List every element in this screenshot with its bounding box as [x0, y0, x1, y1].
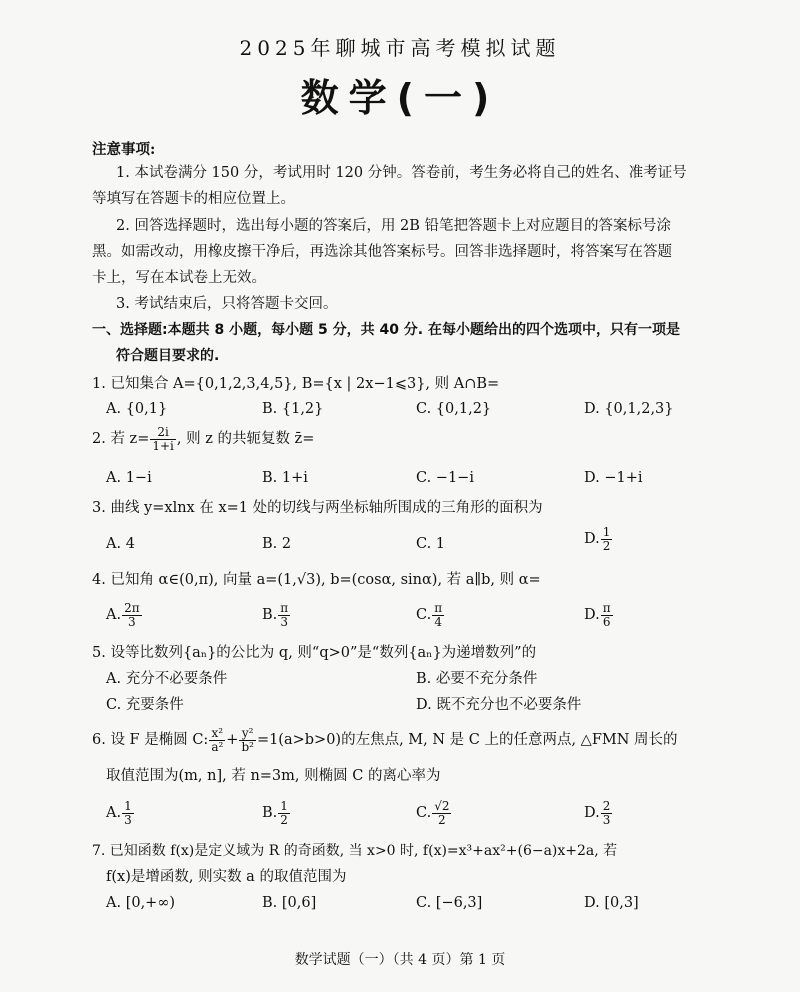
q4-a-den: 3: [128, 614, 136, 629]
notice-item-2-cont: 黑。如需改动，用橡皮擦干净后，再选涂其他答案标号。回答非选择题时，将答案写在答题: [92, 244, 672, 260]
q6-f2-num: y²: [239, 727, 256, 741]
q5-option-a: A. 充分不必要条件: [106, 671, 228, 687]
q3-option-d-label: D.: [584, 531, 600, 548]
q6-f2-den: b²: [241, 739, 254, 754]
q6-option-b: [262, 800, 291, 826]
q6-stem-pre: 6. 设 F 是椭圆 C:: [92, 732, 209, 749]
q7-option-d: D. [0,3]: [584, 895, 639, 911]
exam-title: 2025年聊城市高考模拟试题: [239, 36, 561, 60]
q4-option-d-label: D.: [584, 607, 600, 624]
q2-frac-num: 2i: [150, 426, 176, 440]
q3-d-den: 2: [602, 538, 611, 553]
q6-option-a: [106, 800, 135, 826]
notice-item-2: 2. 回答选择题时，选出每小题的答案后，用 2B 铅笔把答题卡上对应题目的答案标号涂: [116, 218, 672, 234]
q6-f1-den: a²: [211, 739, 224, 754]
q2-option-d: D. −1+i: [584, 470, 643, 486]
q7-option-a: A. [0,+∞): [106, 895, 176, 911]
q4-c-den: 4: [434, 614, 442, 629]
q4-option-c-label: C.: [416, 607, 432, 624]
q2-option-c: C. −1−i: [416, 470, 474, 486]
q6-c-fraction: [432, 800, 451, 826]
q7-option-c: C. [−6,3]: [416, 895, 483, 911]
notice-heading: 注意事项:: [92, 141, 156, 158]
q4-option-b-label: B.: [262, 607, 278, 624]
notice-item-1: 1. 本试卷满分 150 分，考试用时 120 分钟。答卷前，考生务必将自己的姓名、准考证号: [116, 165, 687, 181]
question-4-stem: 4. 已知角 α∈(0,π), 向量 a=(1,√3), b=(cosα, sinα), 若 a∥b, 则 α=: [92, 572, 541, 588]
q4-option-a-label: A.: [106, 607, 122, 624]
notice-item-1-cont: 等填写在答题卡的相应位置上。: [92, 191, 295, 207]
q2-stem-post: , 则 z 的共轭复数 z̄=: [176, 431, 315, 448]
q4-option-a: [106, 602, 143, 628]
q6-option-c: [416, 800, 452, 826]
notice-item-2-cont2: 卡上，写在本试卷上无效。: [92, 270, 266, 286]
q3-d-num: 1: [602, 525, 611, 539]
page-footer: 数学试题（一）（共 4 页）第 1 页: [294, 952, 506, 968]
q4-c-num: π: [434, 601, 443, 615]
q6-fraction-x: [209, 727, 225, 753]
q4-a-fraction: [122, 602, 142, 628]
notice-item-3: 3. 考试结束后，只将答题卡交回。: [116, 296, 338, 312]
q4-option-c: [416, 602, 445, 628]
q6-option-c-label: C.: [416, 805, 432, 822]
question-7-stem: 7. 已知函数 f(x)是定义域为 R 的奇函数, 当 x>0 时, f(x)=x³+ax²+(6−a)x+2a, 若: [92, 843, 618, 859]
q6-plus: +: [226, 732, 239, 749]
q4-option-b: [262, 602, 291, 628]
section-heading: 一、选择题:本题共 8 小题，每小题 5 分，共 40 分. 在每小题给出的四个选项中，只有一项是: [92, 322, 680, 338]
question-3-stem: 3. 曲线 y=xlnx 在 x=1 处的切线与两坐标轴所围成的三角形的面积为: [92, 500, 543, 516]
q7-option-b: B. [0,6]: [262, 895, 317, 911]
q3-option-b: B. 2: [262, 536, 292, 552]
q6-option-d-label: D.: [584, 805, 600, 822]
q6-b-den: 2: [280, 812, 288, 827]
q1-option-b: B. {1,2}: [262, 401, 324, 417]
q6-option-a-label: A.: [106, 805, 122, 822]
q6-fraction-y: [239, 727, 256, 753]
q1-option-d: D. {0,1,2,3}: [584, 401, 674, 417]
q4-d-fraction: [601, 602, 613, 628]
q1-option-c: C. {0,1,2}: [416, 401, 492, 417]
q6-b-num: 1: [280, 799, 288, 813]
q6-b-fraction: [278, 800, 290, 826]
q4-d-den: 6: [602, 614, 611, 629]
question-6-stem-cont: 取值范围为(m, n], 若 n=3m, 则椭圆 C 的离心率为: [106, 768, 441, 784]
q6-a-den: 3: [124, 812, 132, 827]
q3-option-d: [584, 526, 613, 552]
q4-c-fraction: [432, 602, 444, 628]
q6-d-num: 2: [602, 799, 611, 813]
section-heading-cont: 符合题目要求的.: [116, 348, 220, 364]
q6-c-num: √2: [434, 799, 450, 813]
q2-fraction: [150, 426, 176, 452]
q4-b-num: π: [280, 601, 289, 615]
q3-option-a: A. 4: [106, 536, 135, 552]
question-6-stem: [92, 727, 678, 753]
q4-d-num: π: [602, 601, 611, 615]
question-5-stem: 5. 设等比数列{aₙ}的公比为 q, 则“q>0”是“数列{aₙ}为递增数列”的: [92, 645, 537, 661]
q4-b-fraction: [278, 602, 290, 628]
q5-option-b: B. 必要不充分条件: [416, 671, 538, 687]
q2-stem-pre: 2. 若 z=: [92, 431, 150, 448]
q5-option-c: C. 充要条件: [106, 697, 184, 713]
question-1-stem: 1. 已知集合 A={0,1,2,3,4,5}, B={x | 2x−1⩽3}, 则 A∩B=: [92, 376, 500, 392]
q2-frac-den: 1+i: [152, 438, 174, 453]
q4-option-d: [584, 602, 614, 628]
q4-b-den: 3: [280, 614, 289, 629]
subject-title: 数学(一): [300, 76, 500, 120]
q6-d-fraction: [601, 800, 613, 826]
q6-stem-post: =1(a>b>0)的左焦点, M, N 是 C 上的任意两点, △FMN 周长的: [256, 732, 678, 749]
q6-a-num: 1: [124, 799, 132, 813]
q5-option-d: D. 既不充分也不必要条件: [416, 697, 582, 713]
q6-option-b-label: B.: [262, 805, 278, 822]
q6-a-fraction: [122, 800, 134, 826]
q3-option-d-fraction: [601, 526, 613, 552]
q6-d-den: 3: [602, 812, 611, 827]
q4-a-num: 2π: [124, 601, 140, 615]
q2-option-b: B. 1+i: [262, 470, 308, 486]
q6-option-d: [584, 800, 613, 826]
question-7-stem-cont: f(x)是增函数, 则实数 a 的取值范围为: [106, 869, 347, 885]
q6-f1-num: x²: [209, 727, 225, 741]
q3-option-c: C. 1: [416, 536, 446, 552]
q1-option-a: A. {0,1}: [106, 401, 168, 417]
q2-option-a: A. 1−i: [106, 470, 152, 486]
question-2-stem: [92, 426, 314, 452]
q6-c-den: 2: [438, 812, 446, 827]
